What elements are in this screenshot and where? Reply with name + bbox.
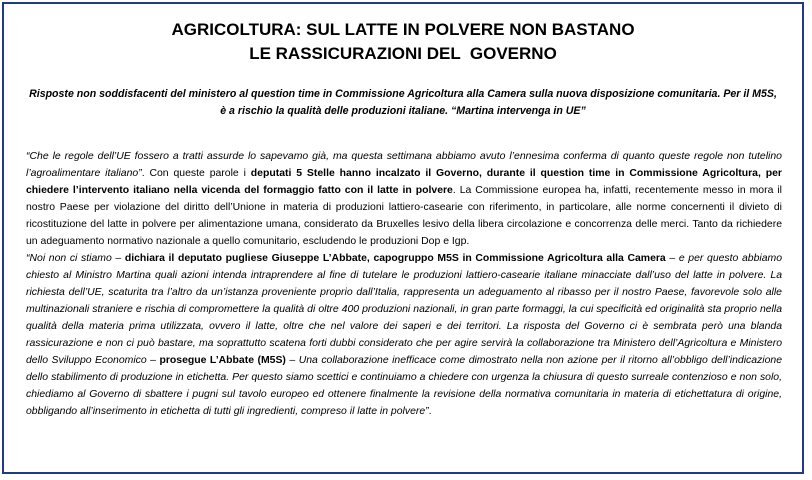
paragraph-1-text-a: . Con queste parole i: [141, 168, 251, 179]
lead-paragraph: Risposte non soddisfacenti del ministero al question time in Commissione Agricoltura alla Camera sulla nuova disposizione comunitaria. Per il M5S, è a rischio la qualità delle produzioni italiane. “Martina intervenga in UE”: [29, 88, 777, 117]
article-body: [26, 148, 782, 420]
speaker-attribution: dichiara il deputato pugliese Giuseppe L’Abbate, capogruppo M5S in Commissione Agricoltura alla Camera: [124, 253, 666, 264]
dash-1: –: [111, 253, 125, 264]
paragraph-1-text-b: . La Commissione europea ha, infatti, recentemente messo in mora il nostro Paese per violazione del diritto dell’Unione in materia di produzioni lattiero-casearie con riferimento, in particolare, alle norme concernenti il divieto di ricostituzione del latte in polvere per alimentazione umana, considerato da Bruxelles lesivo della libera circolazione e concorrenza delle merci. Tanto da richiedere un adeguamento normativo nazionale a quello comunitario, escludendo le produzioni Dop e Igp.: [26, 185, 782, 247]
headline: [4, 18, 802, 66]
speaker-continuation: prosegue L’Abbate (M5S): [159, 355, 286, 366]
paragraph-1-bold: deputati 5 Stelle hanno incalzato il Governo, durante il question time in Commissione Agricoltura, per chiedere l’intervento italiano nella vicenda del formaggio fatto con il latte in polvere: [26, 168, 782, 196]
dash-4: –: [285, 355, 299, 366]
dash-2: –: [665, 253, 679, 264]
headline-line-2: LE RASSICURAZIONI DEL GOVERNO: [249, 44, 557, 63]
paragraph-2-quote-c: Una collaborazione inefficace come dimostrato nella non azione per il ritorno all’obbligo dell’indicazione dello stabilimento di produzione in etichetta. Per questo siamo scettici e continuiamo a chiedere con urgenza la chiusura di questo surreale contenzioso e non solo, chiediamo al Governo di sbattere i pugni sul tavolo europeo ed ottenere finalmente la revisione della normativa comunitaria in materia di etichettatura di origine, obbligando all’inserimento in etichetta di tutti gli ingredienti, compreso il latte in polvere”: [26, 355, 783, 417]
paragraph-2: [26, 250, 782, 420]
paragraph-1: [26, 148, 782, 250]
press-release-frame: [2, 2, 804, 474]
opening-quote: “Che le regole dell’UE fossero a tratti assurde lo sapevamo già, ma questa settimana abbiamo avuto l’ennesima conferma di quanto queste regole non tutelino l’agroalimentare italiano”: [26, 151, 782, 179]
headline-line-1: AGRICOLTURA: SUL LATTE IN POLVERE NON BASTANO: [171, 20, 635, 39]
dash-3: –: [146, 355, 160, 366]
paragraph-2-quote-a: “Noi non ci stiamo: [26, 253, 112, 264]
paragraph-2-quote-b: e per questo abbiamo chiesto al Ministro Martina quali azioni intenda intraprendere al fine di tutelare le produzioni lattiero-casearie italiane minacciate dall’uso del latte in polvere. La richiesta dell’UE, scaturita tra l’altro da un’istanza proveniente proprio dall’Italia, rappresenta un adeguamento al ribasso per il nostro Paese, favorevole solo alle multinazionali straniere e rischia di compromettere la qualità di oltre 400 produzioni nazionali, in gran parte formaggi, la cui specificità ed originalità sta proprio nella qualità della materia prima utilizzata, ovvero il latte, oltre che nel valore dei saperi e dei territori. La risposta del Governo ci è sembrata però una blanda rassicurazione e non ci può bastare, ma soprattutto scatena forti dubbi considerato che per agire servirà la collaborazione tra Ministero dell’Agricoltura e Ministero dello Sviluppo Economico: [26, 253, 783, 366]
closing-period: .: [428, 406, 432, 417]
